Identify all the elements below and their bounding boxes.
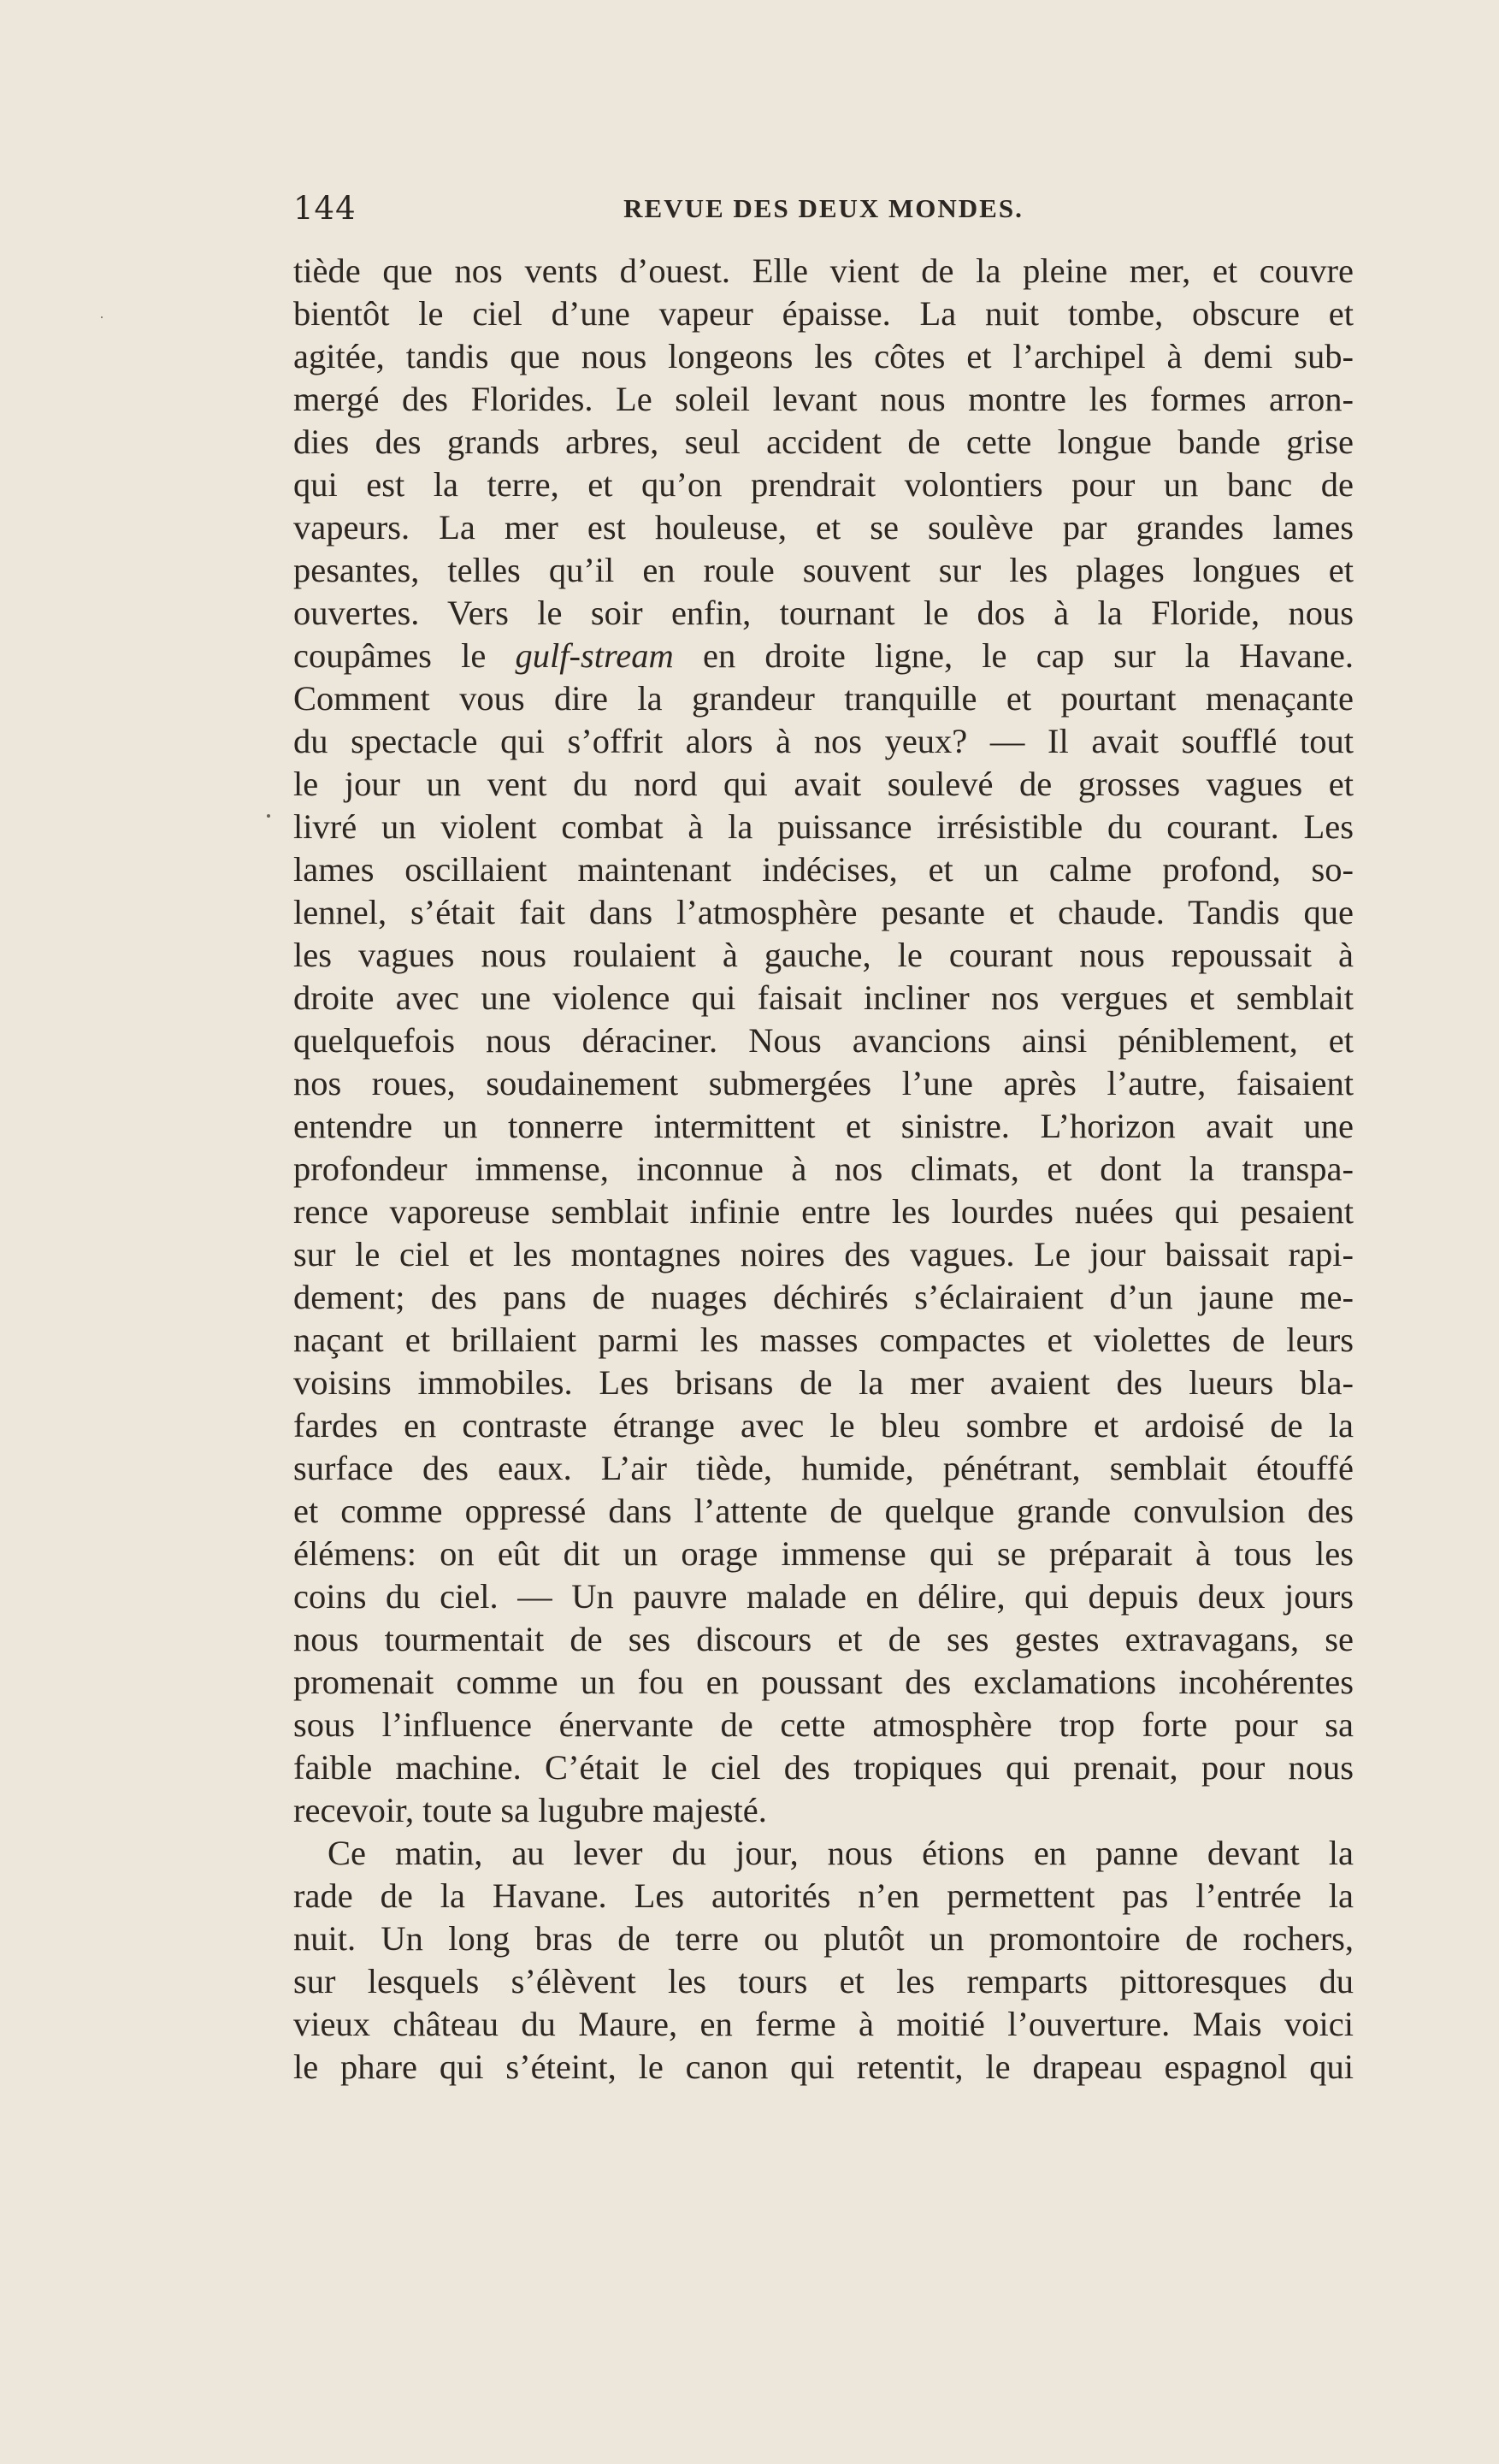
- text-line: faible machine. C’était le ciel des tropiques qui prenait, pour nous: [293, 1748, 1354, 1787]
- text-line: élémens: on eût dit un orage immense qui se préparait à tous les: [293, 1534, 1354, 1573]
- text-fragment: en droite ligne, le cap sur la Havane.: [673, 636, 1354, 675]
- text-line: nous tourmentait de ses discours et de ses gestes extravagans, se: [293, 1620, 1354, 1658]
- text-line: promenait comme un fou en poussant des exclamations incohérentes: [293, 1663, 1354, 1701]
- text-line: quelquefois nous déraciner. Nous avancions ainsi péniblement, et: [293, 1021, 1354, 1060]
- text-line: ouvertes. Vers le soir enfin, tournant le dos à la Floride, nous: [293, 594, 1354, 632]
- text-line: droite avec une violence qui faisait incliner nos vergues et semblait: [293, 978, 1354, 1017]
- text-line: Comment vous dire la grandeur tranquille et pourtant menaçante: [293, 679, 1354, 718]
- text-line: surface des eaux. L’air tiède, humide, pénétrant, semblait étouffé: [293, 1449, 1354, 1487]
- text-line: voisins immobiles. Les brisans de la mer avaient des lueurs bla-: [293, 1363, 1354, 1402]
- text-line: qui est la terre, et qu’on prendrait volontiers pour un banc de: [293, 465, 1354, 504]
- page-number: 144: [293, 190, 357, 227]
- text-line: lennel, s’était fait dans l’atmosphère pesante et chaude. Tandis que: [293, 893, 1354, 931]
- text-line: le phare qui s’éteint, le canon qui retentit, le drapeau espagnol qui: [293, 2047, 1354, 2086]
- text-line: lames oscillaient maintenant indécises, et un calme profond, so-: [293, 850, 1354, 889]
- text-fragment: coupâmes le: [293, 636, 516, 675]
- text-line: agitée, tandis que nous longeons les côtes et l’archipel à demi sub-: [293, 337, 1354, 375]
- text-line: mergé des Florides. Le soleil levant nous montre les formes arron-: [293, 380, 1354, 418]
- text-line: livré un violent combat à la puissance irrésistible du courant. Les: [293, 807, 1354, 846]
- text-line: tiède que nos vents d’ouest. Elle vient de la pleine mer, et couvre: [293, 251, 1354, 290]
- italic-term: gulf-stream: [515, 636, 674, 675]
- text-line: recevoir, toute sa lugubre majesté.: [293, 1791, 767, 1829]
- text-line: du spectacle qui s’offrit alors à nos yeux? — Il avait soufflé tout: [293, 722, 1354, 760]
- text-line: naçant et brillaient parmi les masses compactes et violettes de leurs: [293, 1321, 1354, 1359]
- text-line: dies des grands arbres, seul accident de cette longue bande grise: [293, 422, 1354, 461]
- text-line: le jour un vent du nord qui avait soulevé de grosses vagues et: [293, 765, 1354, 803]
- text-line: dement; des pans de nuages déchirés s’éclairaient d’un jaune me-: [293, 1278, 1354, 1316]
- text-line: rence vaporeuse semblait infinie entre les lourdes nuées qui pesaient: [293, 1192, 1354, 1231]
- page-header: [293, 190, 1354, 227]
- text-line: nos roues, soudainement submergées l’une après l’autre, faisaient: [293, 1064, 1354, 1102]
- paragraph-1: [293, 250, 1354, 1832]
- text-line: [293, 635, 1354, 677]
- text-line: entendre un tonnerre intermittent et sinistre. L’horizon avait une: [293, 1107, 1354, 1145]
- text-line: profondeur immense, inconnue à nos climats, et dont la transpa-: [293, 1149, 1354, 1188]
- text-line: sur le ciel et les montagnes noires des vagues. Le jour baissait rapi-: [293, 1235, 1354, 1273]
- text-line: fardes en contraste étrange avec le bleu sombre et ardoisé de la: [293, 1406, 1354, 1445]
- text-line: pesantes, telles qu’il en roule souvent sur les plages longues et: [293, 551, 1354, 589]
- paragraph-2: [293, 1832, 1354, 2089]
- running-head: REVUE DES DEUX MONDES.: [623, 193, 1024, 223]
- text-line: coins du ciel. — Un pauvre malade en délire, qui depuis deux jours: [293, 1577, 1354, 1616]
- text-line: nuit. Un long bras de terre ou plutôt un promontoire de rochers,: [293, 1919, 1354, 1958]
- text-line: sur lesquels s’élèvent les tours et les remparts pittoresques du: [293, 1962, 1354, 2000]
- text-line: sous l’influence énervante de cette atmosphère trop forte pour sa: [293, 1705, 1354, 1744]
- text-line: rade de la Havane. Les autorités n’en permettent pas l’entrée la: [293, 1876, 1354, 1915]
- text-line: les vagues nous roulaient à gauche, le courant nous repoussait à: [293, 936, 1354, 974]
- text-line: Ce matin, au lever du jour, nous étions en panne devant la: [328, 1834, 1354, 1872]
- body-text: [293, 250, 1354, 2089]
- page-speck: [101, 316, 103, 318]
- text-line: vieux château du Maure, en ferme à moitié l’ouverture. Mais voici: [293, 2005, 1354, 2043]
- text-line: bientôt le ciel d’une vapeur épaisse. La nuit tombe, obscure et: [293, 294, 1354, 333]
- text-line: vapeurs. La mer est houleuse, et se soulève par grandes lames: [293, 508, 1354, 547]
- page-speck: [267, 814, 270, 818]
- text-line: et comme oppressé dans l’attente de quelque grande convulsion des: [293, 1492, 1354, 1530]
